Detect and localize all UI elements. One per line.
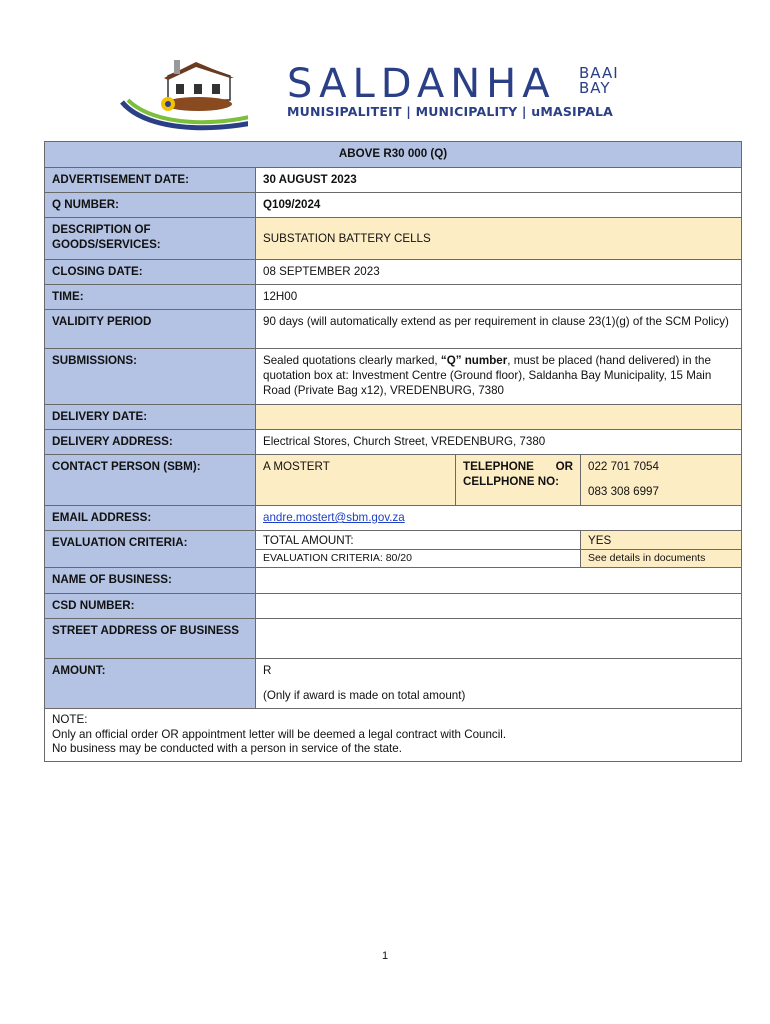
street-address-field[interactable] [256,619,742,659]
csd-number-field[interactable] [256,594,742,619]
q-number-label: Q NUMBER: [45,193,256,218]
validity-period-label: VALIDITY PERIOD [45,310,256,349]
contact-person-value: A MOSTERT [256,455,456,506]
validity-period-value: 90 days (will automatically extend as per requirement in clause 23(1)(g) of the SCM Policy) [256,310,742,349]
contact-person-label: CONTACT PERSON (SBM): [45,455,256,506]
delivery-address-label: DELIVERY ADDRESS: [45,430,256,455]
time-value: 12H00 [256,285,742,310]
submissions-text-post: , must be placed (hand delivered) in the quotation box at: Investment Centre (Ground floor), Saldanha Bay Municipality, 15 Main Road (Private Bag x12), VREDENBURG, 7380 [263,354,712,397]
evaluation-criteria-label: EVALUATION CRITERIA: [45,531,256,568]
note-line-1: Only an official order OR appointment letter will be deemed a legal contract with Council. [52,727,507,741]
description-label: DESCRIPTION OF GOODS/SERVICES: [45,218,256,260]
time-label: TIME: [45,285,256,310]
street-address-label: STREET ADDRESS OF BUSINESS [45,619,256,659]
email-address-cell [256,506,742,531]
total-amount-value: YES [581,531,742,550]
quotation-form-table [44,141,742,762]
delivery-date-label: DELIVERY DATE: [45,405,256,430]
evaluation-criteria-80-20: EVALUATION CRITERIA: 80/20 [256,550,581,568]
business-name-field[interactable] [256,568,742,594]
note-title: NOTE: [52,713,88,726]
delivery-address-value: Electrical Stores, Church Street, VREDENBURG, 7380 [256,430,742,455]
total-amount-label: TOTAL AMOUNT: [256,531,581,550]
submissions-label: SUBMISSIONS: [45,349,256,405]
form-header: ABOVE R30 000 (Q) [45,142,742,168]
csd-number-label: CSD NUMBER: [45,594,256,619]
advertisement-date-label: ADVERTISEMENT DATE: [45,168,256,193]
logo-baai-bay [579,66,619,96]
logo-text [287,61,619,119]
email-address-label: EMAIL ADDRESS: [45,506,256,531]
logo-name: SALDANHA [287,61,556,107]
note-block [45,709,742,762]
telephone-values [581,455,742,506]
amount-note: (Only if award is made on total amount) [263,689,466,702]
logo-baai: BAAI [579,64,619,82]
email-address-link[interactable]: andre.mostert@sbm.gov.za [263,511,405,524]
submissions-value [256,349,742,405]
amount-currency: R [263,664,272,677]
submissions-q-number: “Q” number [440,354,508,367]
evaluation-details-note: See details in documents [581,550,742,568]
telephone-number: 022 701 7054 [588,460,659,473]
closing-date-value: 08 SEPTEMBER 2023 [256,260,742,285]
description-value: SUBSTATION BATTERY CELLS [256,218,742,260]
house-logo-icon [118,56,248,136]
page-number: 1 [381,950,389,962]
amount-field[interactable] [256,659,742,709]
logo-subtitle: MUNISIPALITEIT | MUNICIPALITY | uMASIPALA [287,104,614,119]
submissions-text-pre: Sealed quotations clearly marked, [263,354,438,367]
advertisement-date-value: 30 AUGUST 2023 [256,168,742,193]
delivery-date-field[interactable] [256,405,742,430]
telephone-label: TELEPHONE OR CELLPHONE NO: [456,455,581,506]
q-number-value: Q109/2024 [256,193,742,218]
business-name-label: NAME OF BUSINESS: [45,568,256,594]
closing-date-label: CLOSING DATE: [45,260,256,285]
logo-bay: BAY [579,79,611,97]
amount-label: AMOUNT: [45,659,256,709]
note-line-2: No business may be conducted with a person in service of the state. [52,742,402,755]
cellphone-number: 083 308 6997 [588,485,659,498]
